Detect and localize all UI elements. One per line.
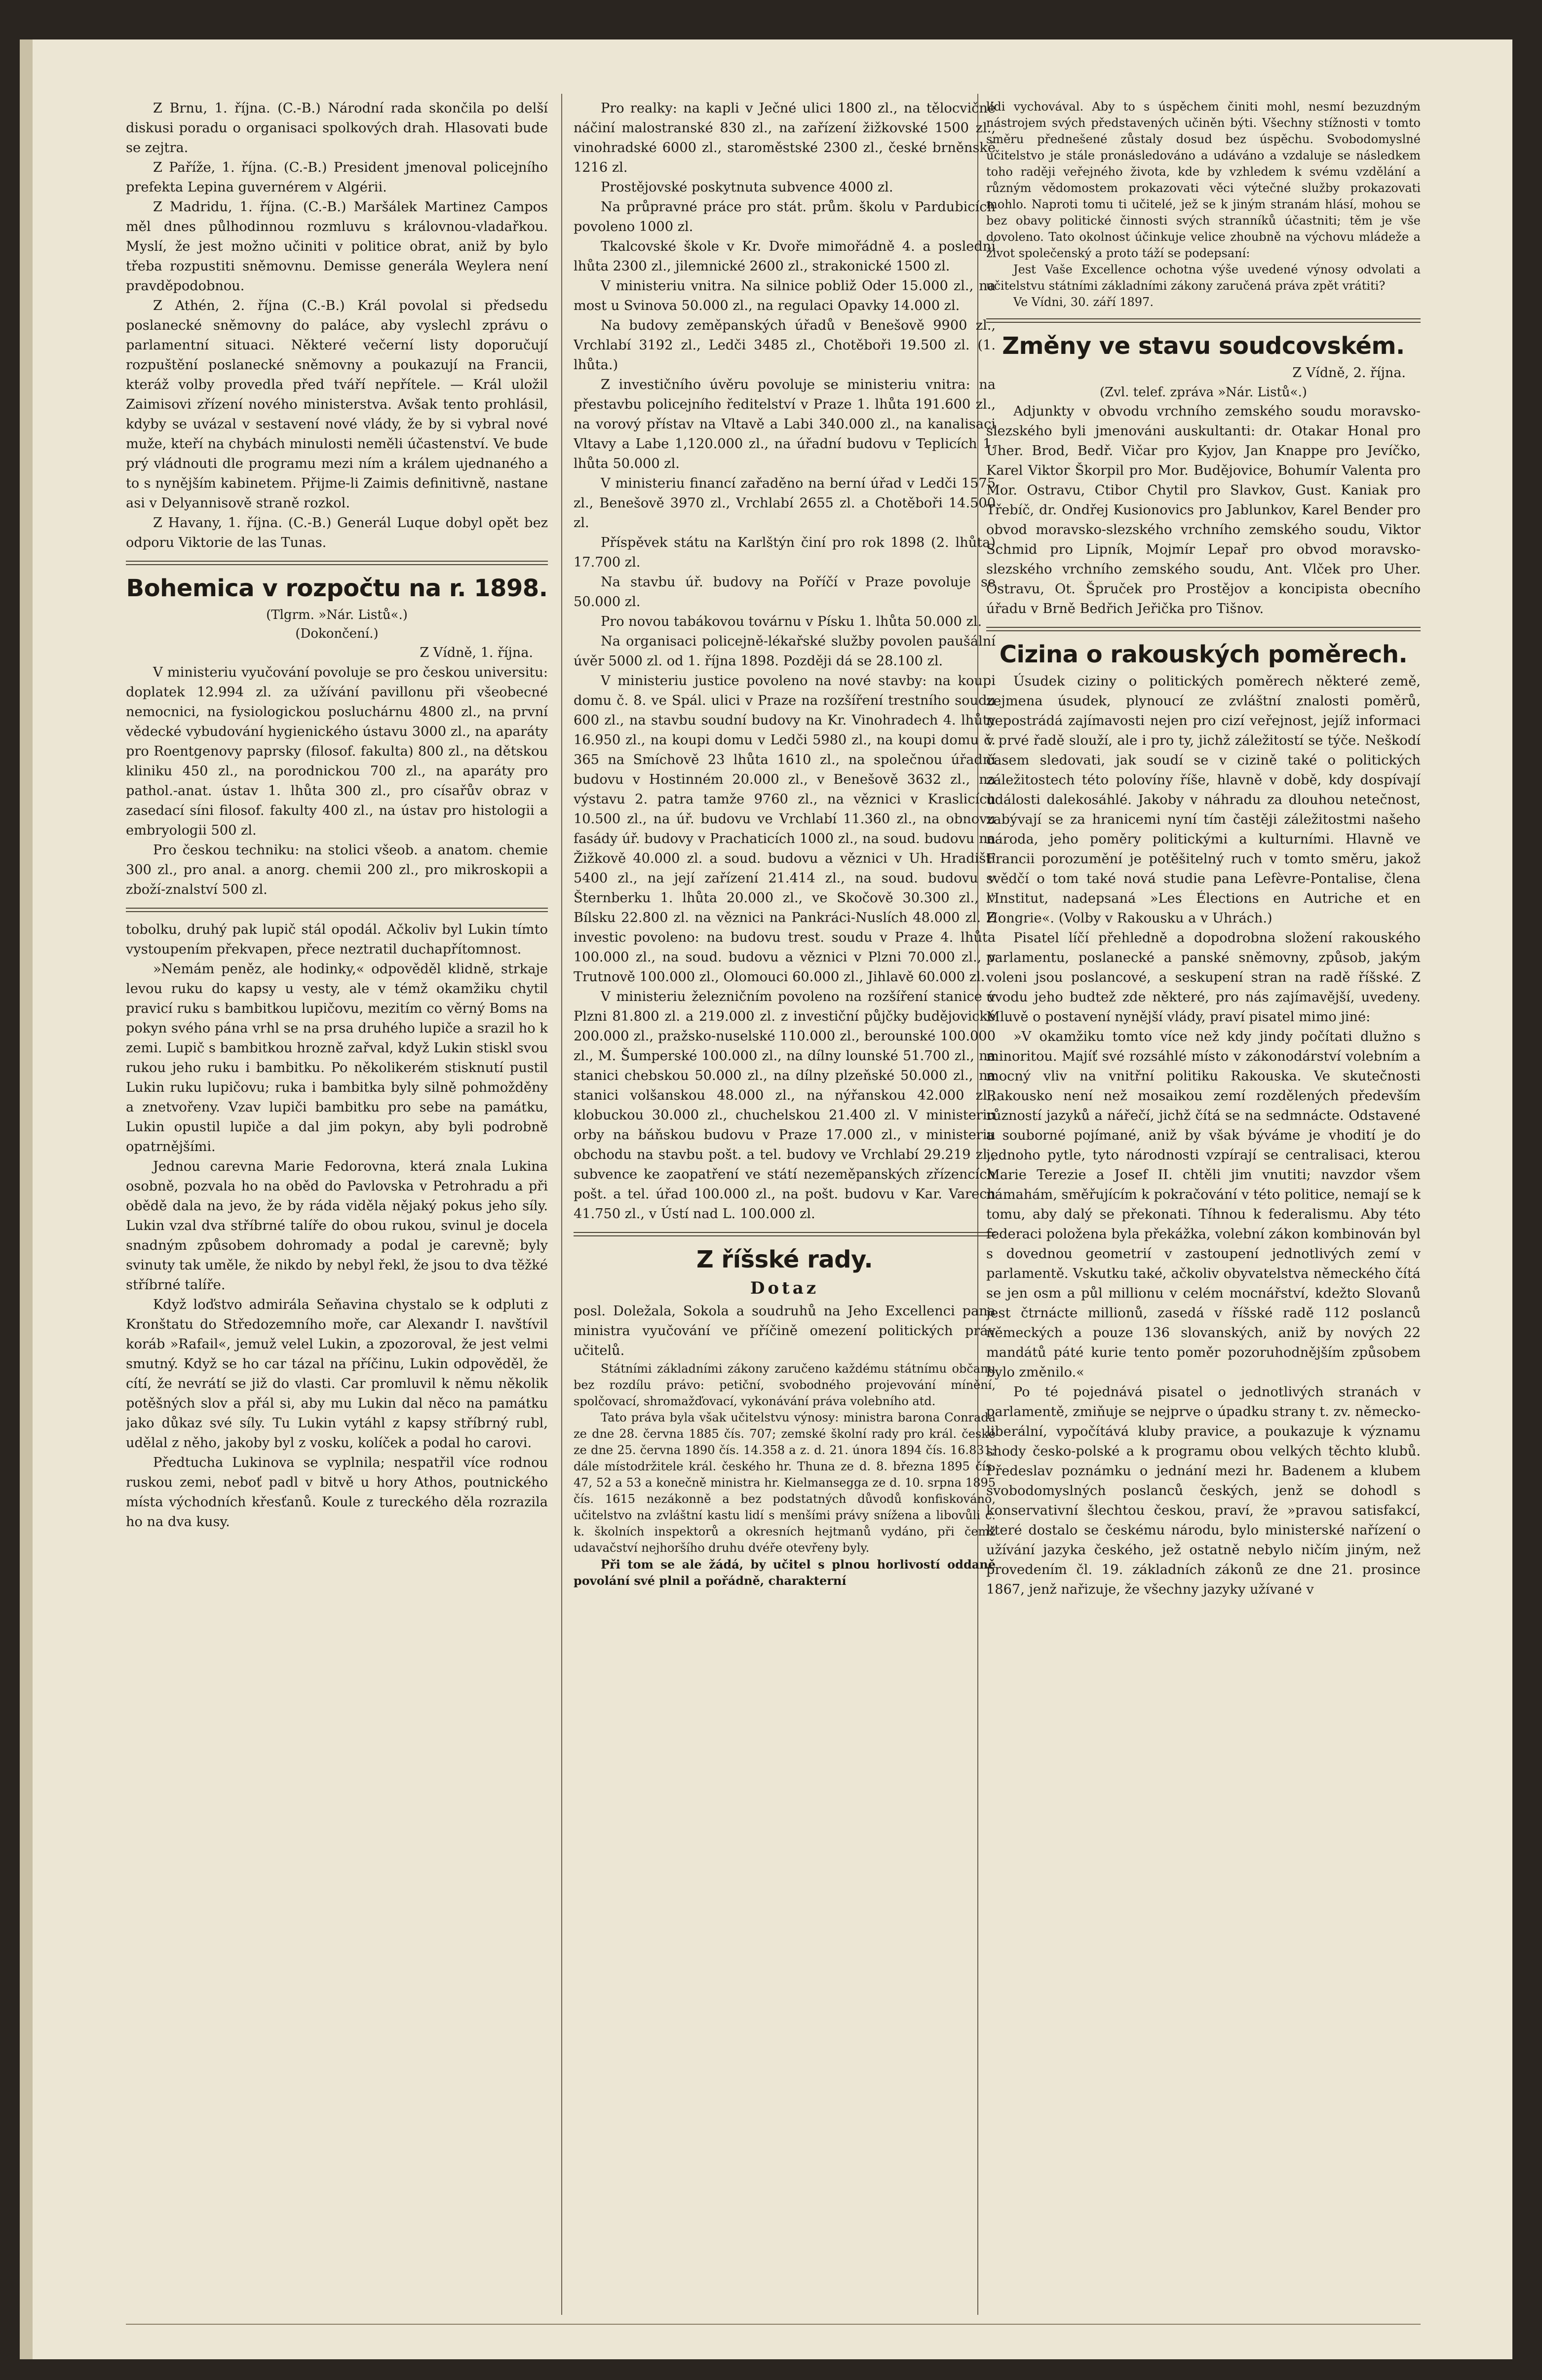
section-divider — [986, 627, 1421, 631]
section-heading: Bohemica v rozpočtu na r. 1898. — [126, 575, 548, 602]
section-heading: Z říšské rady. — [696, 1246, 873, 1273]
dateline: Z Vídně, 2. října. — [1292, 365, 1406, 381]
dotaz-intro: posl. Doležala, Sokola a soudruhů na Jeho Excellenci pana ministra vyučování ve příčině omezení politických práv učitelů. — [574, 1304, 996, 1358]
article-paragraph: V ministeriu vyučování povoluje se pro českou universitu: doplatek 12.994 zl. za užívání pavillonu při všeobecné nemocnici, na fysiologickou posluchárnu 4800 zl., na první vědecké vybudování hygienického ústavu 3000 zl., na aparáty pro Roentgenovy paprsky (filosof. fakulta) 800 zl., na dětskou kliniku 450 zl., na porodnickou 700 zl., na aparáty pro pathol.-anat. ústav 1. lhůta 300 zl., pro císařův obraz v zasedací síni filosof. fakulty 400 zl., na ústav pro histologii a embryologii 500 zl. — [126, 665, 548, 838]
section-heading: Cizina o rakouských poměrech. — [999, 641, 1408, 668]
page-bottom-rule — [126, 2324, 1421, 2330]
article-paragraph: Pro českou techniku: na stolici všeob. a anatom. chemie 300 zl., pro anal. a anorg. chemii 200 zl., pro mikroskopii a zboží-znalství 500 zl. — [126, 843, 548, 897]
article-paragraph: Na průpravné práce pro stát. prům. školu v Pardubicích povoleno 1000 zl. — [574, 199, 996, 234]
dotaz-paragraph: Státními základními zákony zaručeno každému státnímu občanu bez rozdílu právo: petiční, svobodného projevování mínění, spolčovací, shromažďovací, vykonávání práva volebního atd. — [574, 1362, 996, 1408]
source-note: (Tlgrm. »Nár. Listů«.) — [266, 608, 408, 622]
article-paragraph: Adjunkty v obvodu vrchního zemského soudu moravsko-slezského byli jmenováni auskultanti: dr. Otakar Honal pro Uher. Brod, Bedř. Vičar pro Kyjov, Jan Knappe pro Jevíčko, Karel Viktor Škorpil pro Mor. Budějovice, Bohumír Valenta pro Mor. Ostravu, Ctibor Chytil pro Slavkov, Gust. Kaniak pro Třebíč, dr. Ondřej Kusionovics pro Jablunkov, Karel Bender pro obvod moravsko-slezského vrchního zemského soudu, Viktor Schmid pro Lipník, Mojmír Lepař pro obvod moravsko-slezského vrchního zemského soudu, Ant. Vlček pro Uher. Ostravu, Ot. Špruček pro Prostějov a koncipista obecního úřadu v Brně Bedřich Jeřička pro Tišnov. — [986, 404, 1421, 616]
article-paragraph: Pisatel líčí přehledně a dopodrobna složení rakouského parlamentu, poslanecké a panské sněmovny, způsob, jakým voleni jsou poslancové, a seskupení stran na radě říšské. Z úvodu jeho budtež zde některé, pro nás zajímavější, uvedeny. Mluvě o postavení nynější vlády, praví pisatel mimo jiné: — [986, 930, 1421, 1025]
section-divider — [574, 1232, 996, 1236]
feuilleton-divider — [126, 908, 548, 912]
column-2 — [574, 99, 996, 2330]
newspaper-page — [20, 39, 1512, 2359]
news-item: Z Brnu, 1. října. (C.-B.) Národní rada skončila po delší diskusi poradu o organisaci spolkových drah. Hlasovati bude se zejtra. — [126, 101, 548, 155]
news-item: Z Havany, 1. října. (C.-B.) Generál Luque dobyl opět bez odporu Viktorie de las Tunas. — [126, 515, 548, 550]
article-paragraph: Na budovy zeměpanských úřadů v Benešově 9900 zl., Vrchlabí 3192 zl., Ledči 3485 zl., Chotěboři 19.500 zl. (1. lhůta.) — [574, 318, 996, 373]
article-paragraph: Pro realky: na kapli v Ječné ulici 1800 zl., na tělocvičné náčiní malostranské 830 zl., na zařízení žižkovské 1500 zl., vinohradské 6000 zl., staroměstské 2300 zl., české brněnské 1216 zl. — [574, 101, 996, 175]
article-paragraph: Příspěvek státu na Karlštýn činí pro rok 1898 (2. lhůta) 17.700 zl. — [574, 535, 996, 570]
dotaz-paragraph: Při tom se ale žádá, by učitel s plnou horlivostí oddaně povolání své plnil a pořádně, charakterní — [574, 1557, 996, 1588]
dotaz-question: Jest Vaše Excellence ochotna výše uvedené výnosy odvolati a učitelstvu státními základními zákony zaručená práva zpět vrátiti? — [986, 263, 1421, 293]
dotaz-paragraph: Tato práva byla však učitelstvu výnosy: ministra barona Conrada ze dne 28. června 1885 čís. 707; zemské školní rady pro král. české ze dne 25. června 1890 čís. 14.358 a z. d. 21. února 1894 čís. 16.831; dále místodržitele král. českého hr. Thuna ze d. 8. března 1895 čís. 47, 52 a 53 a konečně ministra hr. Kielmansegga ze d. 10. srpna 1895 čís. 1615 nezákonně a bez podstatných důvodů konfiskováno, učitelstvo na zvláštní kastu lidí s menšími právy snížena a libovůli c. k. školních inspektorů a okresních hejtmanů vydáno, při čemž udavačství nejhoršího druhu dvéře otevřeny byly. — [574, 1411, 996, 1555]
feuilleton-paragraph: Předtucha Lukinova se vyplnila; nespatřil více rodnou ruskou zemi, neboť padl v bitvě u hory Athos, poutnického místa východních křesťanů. Koule z tureckého děla rozrazila ho na dva kusy. — [126, 1455, 548, 1530]
news-item: Z Madridu, 1. října. (C.-B.) Maršálek Martinez Campos měl dnes půlhodinnou rozmluvu s královnou-vladařkou. Myslí, že jest možno učiniti v politice obrat, aniž by bylo třeba rozpustiti sněmovnu. Demisse generála Weylera není pravděpodobnou. — [126, 199, 548, 294]
section-divider — [986, 318, 1421, 323]
article-paragraph: V ministeriu železničním povoleno na rozšíření stanice v Plzni 81.800 zl. a 219.000 zl. z investiční půjčky budějovické 200.000 zl., pražsko-nuselské 110.000 zl., berounské 100.000 zl., M. Šumperské 100.000 zl., na dílny lounské 51.700 zl., na stanici chebskou 50.000 zl., na dílny plzeňské 50.000 zl., na stanici volšanskou 48.000 zl., na nýřanskou 42.000 zl., klobuckou 30.000 zl., chuchelskou 21.400 zl. V ministeriu orby na báňskou budovu v Praze 17.000 zl., v ministeriu obchodu na stavbu pošt. a tel. budovy ve Vrchlabí 29.219 zl., subvence ke zaopatření ve státí nezeměpanských zřízencích pošt. a tel. úřad 100.000 zl., na pošt. budovu v Kar. Varech 41.750 zl., v Ústí nad L. 100.000 zl. — [574, 989, 996, 1222]
column-3 — [986, 99, 1421, 2330]
section-divider — [126, 561, 548, 565]
article-paragraph: Po té pojednává pisatel o jednotlivých stranách v parlamentě, zmiňuje se nejprve o úpadku strany t. zv. německo-liberální, vypočítává kluby pravice, a poukazuje k významu shody česko-polské a k programu obou velkých těchto klubů. Předeslav poznámku o jednání mezi hr. Badenem a klubem svobodomyslných poslanců českých, jenž se dohodl s konservativní šlechtou českou, praví, že »pravou satisfakcí, které dostalo se českému národu, bylo ministerské nařízení o užívání jazyka českého, jež ostatně nebylo ničím jiným, než provedením čl. 19. základních zákonů ze dne 21. prosince 1867, jenž nařizuje, že všechny jazyky užívané v — [986, 1384, 1421, 1597]
subheading: Dotaz — [750, 1278, 819, 1298]
dateline: Z Vídně, 1. října. — [420, 645, 533, 660]
dotaz-paragraph: lidi vychovával. Aby to s úspěchem činiti mohl, nesmí bezuzdným nástrojem svých představených učiněn býti. Všechny stížnosti v tomto směru přednešené zůstaly dosud bez úspěchu. Svobodomyslné učitelstvo je stále pronásledováno a udáváno a vzdaluje se následkem toho raději veřejného života, kde by vzhledem k svému vzdělání a různým vědomostem prokazovati věci výtečné služby prokazovati mohlo. Naproti tomu ti učitelé, jež se k jiným stranám hlásí, mohou se bez obavy politické činnosti svých stranníků účastniti; těm je vše dovoleno. Tato okolnost účinkuje velice zhoubně na výchovu mládeže a život společenský a proto táží se podepsaní: — [986, 100, 1421, 260]
article-paragraph: V ministeriu financí zařaděno na berní úřad v Ledči 1575 zl., Benešově 3970 zl., Vrchlabí 2655 zl. a Chotěboři 14.500 zl. — [574, 476, 996, 531]
column-rule — [561, 94, 562, 2315]
column-1 — [126, 99, 548, 2330]
section-heading: Změny ve stavu soudcovském. — [1002, 332, 1405, 360]
article-paragraph: Z investičního úvěru povoluje se ministeriu vnitra: na přestavbu policejního ředitelství v Praze 1. lhůta 191.600 zl., na vorový přístav na Vltavě a Labi 340.000 zl., na kanalisaci Vltavy a Labe 1,120.000 zl., na úřadní budovu v Teplicích 1. lhůta 50.000 zl. — [574, 377, 996, 471]
feuilleton-paragraph: tobolku, druhý pak lupič stál opodál. Ačkoliv byl Lukin tímto vystoupením překvapen, přece neztratil duchapřítomnost. — [126, 922, 548, 957]
feuilleton-paragraph: Když loďstvo admirála Seňavina chystalo se k odpluti z Kronštatu do Středozemního moře, car Alexandr I. navštívil koráb »Rafail«, jemuž velel Lukin, a zpozoroval, že jest velmi smutný. Když se ho car tázal na příčinu, Lukin odpověděl, že cítí, že nevrátí se již do vlasti. Car promluvil k němu několik potěšných slov a přál si, aby mu Lukin dal něco na památku jako důkaz své síly. Tu Lukin vytáhl z kapsy stříbrný rubl, udělal z něho, jakoby byl z vosku, kolíček a podal ho carovi. — [126, 1297, 548, 1451]
article-paragraph: Tkalcovské škole v Kr. Dvoře mimořádně 4. a poslední lhůta 2300 zl., jilemnické 2600 zl., strakonické 1500 zl. — [574, 239, 996, 274]
article-paragraph: Na stavbu úř. budovy na Poříčí v Praze povoluje se 50.000 zl. — [574, 575, 996, 610]
article-paragraph: Úsudek ciziny o politických poměrech některé země, zejmena úsudek, plynoucí ze zvláštní znalosti poměrů, nepostrádá zajímavosti nejen pro cizí veřejnost, jejíž informaci v prvé řadě slouží, ale i pro ty, jichž záležitostí se týče. Neškodí časem sledovati, jak soudí se v cizině také o politických záležitostech této polovíny říše, hlavně v době, kdy dospívají události dalekosáhlé. Jakoby v náhradu za dlouhou netečnost, zabývají se za hranicemi nyní tím častěji záležitostmi našeho národa, jeho poměry politickými a kulturními. Hlavně ve Francii porozumění je potěšitelný ruch v tomto směru, jakož svědčí o tom také nová studie pana Lefèvre-Pontalise, člena l'Institut, nadepsaná »Les Élections en Autriche et en Hongrie«. (Volby v Rakousku a v Uhrách.) — [986, 674, 1421, 926]
article-paragraph: V ministeriu justice povoleno na nové stavby: na koupi domu č. 8. ve Spál. ulici v Praze na rozšíření trestního soudu 600 zl., na stavbu soudní budovy na Kr. Vinohradech 4. lhůty 16.950 zl., na koupi domu v Ledči 5980 zl., na koupi domu č. 365 na Smíchově 23 lhůta 1610 zl., na společnou úřadní budovu v Hostinném 20.000 zl., v Benešově 3632 zl., na výstavu 2. patra tamže 9760 zl., na věznici v Kraslicích 10.500 zl., na úř. budovu ve Vrchlabí 11.360 zl., na obnovu fasády úř. budovy v Prachaticích 1000 zl., na soud. budovu na Žižkově 40.000 zl. a soud. budovu a věznici v Uh. Hradišti 5400 zl., na její zařízení 21.414 zl., na soud. budovu v Šternberku 1. lhůta 20.000 zl., ve Skočově 30.300 zl., v Bílsku 22.800 zl. na věznici na Pankráci-Nuslích 48.000 zl. Z investic povoleno: na budovu trest. soudu v Praze 4. lhůta 100.000 zl., na soud. budovu a věznici v Plzni 70.000 zl., v Trutnově 100.000 zl., Olomouci 60.000 zl., Jihlavě 60.000 zl. — [574, 673, 996, 985]
article-paragraph: Prostějovské poskytnuta subvence 4000 zl. — [601, 180, 893, 195]
page-edge — [20, 39, 33, 2359]
article-paragraph: Na organisaci policejně-lékařské služby povolen paušální úvěr 5000 zl. od 1. října 1898. Později dá se 28.100 zl. — [574, 634, 996, 669]
news-item: Z Athén, 2. října (C.-B.) Král povolal si předsedu poslanecké sněmovny do paláce, aby vyslechl zprávu o parlamentní situaci. Některé večerní listy doporučují rozpuštění poslanecké sněmovny a poukazují na Francii, kteráž volby provedla před tváří nepřítele. — Král uložil Zaimisovi zřízení nového ministerstva. Avšak tento prohlásil, kdyby se uvázal v sestavení nové vlády, že by si vybral nové muže, kteří na chybách minulosti neměli účastenství. Ve bude prý vládnouti dle programu mezi ním a králem ujednaného a to s nynějším kabinetem. Přijme-li Zaimis definitivně, nastane asi v Delyannisově straně rozkol. — [126, 298, 548, 511]
news-item: Z Paříže, 1. října. (C.-B.) President jmenoval policejního prefekta Lepina guvernérem v Algérii. — [126, 160, 548, 195]
feuilleton-paragraph: Jednou carevna Marie Fedorovna, která znala Lukina osobně, pozvala ho na oběd do Pavlovska v Petrohradu a při obědě dala na jevo, že by ráda viděla nějaký pokus jeho síly. Lukin vzal dva stříbrné talíře do obou rukou, svinul je docela snadným způsobem dohromady a podal je carevně; byly svinuty tak uměle, že nikdo by nebyl řekl, že jsou to dva těžké stříbrné talíře. — [126, 1159, 548, 1293]
article-paragraph: V ministeriu vnitra. Na silnice pobliž Oder 15.000 zl., na most u Svinova 50.000 zl., na regulaci Opavky 14.000 zl. — [574, 278, 996, 313]
dotaz-date: Ve Vídni, 30. září 1897. — [1013, 295, 1154, 309]
feuilleton-paragraph: »Nemám peněz, ale hodinky,« odpověděl klidně, strkaje levou ruku do kapsy u vesty, ale v témž okamžiku chytil pravicí ruku s bambitkou lupičovu, mezitím co věrný Boms na pokyn svého pána vrhl se na prsa druhého lupiče a srazil ho k zemi. Lupič s bambitkou hrozně zařval, když Lukin stiskl svou rukou jeho ruku i bambitku. Po několikerém stisknutí pustil Lukin ruku lupičovu; ruka i bambitka byly silně pohmožděny a znetvořeny. Vzav lupiči bambitku pro sebe na památku, Lukin opustil lupiče a dal jim pokyn, aby byli podrobně opatrnějšími. — [126, 961, 548, 1154]
continuation-note: (Dokončení.) — [295, 626, 379, 641]
article-paragraph: Pro novou tabákovou továrnu v Písku 1. lhůta 50.000 zl. — [601, 614, 982, 629]
article-paragraph: »V okamžiku tomto více než kdy jindy počítati dlužno s minoritou. Majíť své rozsáhlé místo v zákonodárství volebním a mocný vliv na vnitřní politiku Rakouska. Ve skutečnosti Rakousko není než mosaikou zemí rozdělených především růzností jazyků a nářečí, jichž čítá se na sedmnácte. Odstavené a souborné pojímané, aniž by však býváme je vhodití je do jednoho pytle, tyto národnosti vzpírají se centralisaci, kterou Marie Terezie a Josef II. chtěli jim vnutiti; navzdor všem námahám, směřujícím k pokračování v této politice, nemají se k tomu, aby dalý se překonati. Tíhnou k federalismu. Aby této federaci položena byla překážka, volební zákon kombinován byl s dovednou geometrií v zastoupení jednotlivých zemí v parlamentě. Vskutku také, ačkoliv obyvatelstva německého čítá se jen osm a půl millionu v celém mocnářství, kdežto Slovanů jest čtrnácte millionů, zasedá v říšské radě 112 poslanců německých a pouze 136 slovanských, aniž by nových 22 mandátů páté kurie tento poměr pozoruhodnějším způsobem bylo změnilo.« — [986, 1029, 1421, 1380]
source-note: (Zvl. telef. zpráva »Nár. Listů«.) — [1100, 385, 1307, 400]
